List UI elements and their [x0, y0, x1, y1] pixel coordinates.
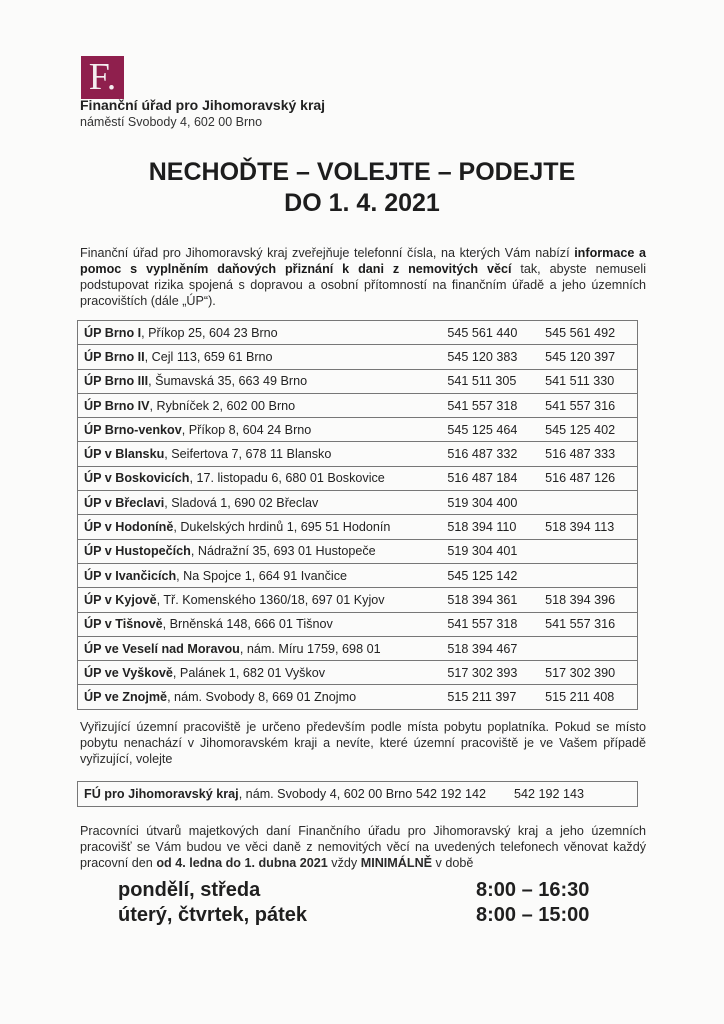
office-address-cell	[78, 491, 448, 515]
offices-table	[77, 320, 638, 710]
office-address-cell	[78, 636, 448, 660]
table-row	[78, 636, 638, 660]
office-name: ÚP Brno-venkov	[84, 422, 182, 437]
phone-1: 518 394 467	[447, 636, 545, 660]
office-address-cell	[78, 661, 448, 685]
phone-2: 545 561 492	[545, 321, 637, 345]
office-name: ÚP v Hustopečích	[84, 544, 191, 559]
table-row	[78, 612, 638, 636]
table-row	[78, 588, 638, 612]
office-name: ÚP Brno III	[84, 374, 149, 389]
office-name: ÚP v Kyjově	[84, 592, 157, 607]
office-address: , Příkop 8, 604 24 Brno	[181, 422, 312, 437]
office-address: , Dukelských hrdinů 1, 695 51 Hodonín	[173, 520, 391, 535]
note2-text-1: Pracovníci útvarů majetkových daní Finančního úřadu pro Jihomoravský kraj a jeho územních pracovišť se Vám budou ve věci daně z nemovitých věcí na uvedených telefonech věnovat každý pracovní den	[80, 824, 646, 870]
table-row	[78, 393, 638, 417]
table-row	[78, 563, 638, 587]
office-address: , Sladová 1, 690 02 Břeclav	[164, 495, 319, 510]
phone-1: 516 487 184	[447, 466, 545, 490]
phone-1: 519 304 401	[447, 539, 545, 563]
phone-1: 542 192 142	[416, 782, 514, 807]
office-name: ÚP v Boskovicích	[84, 471, 190, 486]
office-name: ÚP v Blansku	[84, 447, 165, 462]
office-name: ÚP ve Veselí nad Moravou	[84, 641, 240, 656]
phone-2	[545, 636, 637, 660]
phone-2: 545 120 397	[545, 345, 637, 369]
office-hours	[118, 878, 618, 928]
phone-2: 516 487 126	[545, 466, 637, 490]
org-address: náměstí Svobody 4, 602 00 Brno	[80, 115, 263, 129]
intro-text-1: Finanční úřad pro Jihomoravský kraj zveřejňuje telefonní čísla, na kterých Vám nabízí	[80, 246, 575, 260]
phone-1: 545 125 464	[447, 418, 545, 442]
phone-1: 545 120 383	[447, 345, 545, 369]
office-name: ÚP Brno IV	[84, 398, 150, 413]
office-address-cell	[78, 515, 448, 539]
office-address-cell	[78, 612, 448, 636]
office-address: , Rybníček 2, 602 00 Brno	[149, 398, 296, 413]
phone-1: 541 557 318	[447, 612, 545, 636]
phone-2: 541 511 330	[545, 369, 637, 393]
phone-2: 541 557 316	[545, 393, 637, 417]
phone-2: 541 557 316	[545, 612, 637, 636]
office-address: , Palánek 1, 682 01 Vyškov	[172, 665, 326, 680]
table-row	[78, 345, 638, 369]
office-name: ÚP Brno I	[84, 325, 142, 340]
office-address: , nám. Míru 1759, 698 01	[239, 641, 381, 656]
title-line-1: NECHOĎTE – VOLEJTE – PODEJTE	[148, 158, 576, 186]
office-address: , nám. Svobody 4, 602 00 Brno	[238, 787, 413, 801]
table-row	[78, 442, 638, 466]
hours-row	[118, 903, 618, 928]
hours-days: úterý, čtvrtek, pátek	[118, 904, 307, 926]
office-address-cell	[78, 685, 448, 709]
phone-1: 518 394 361	[447, 588, 545, 612]
office-address-cell	[78, 782, 417, 807]
table-row	[78, 418, 638, 442]
office-name: ÚP v Tišnově	[84, 617, 163, 632]
note2-bold-dates: od 4. ledna do 1. dubna 2021	[156, 856, 328, 870]
note-paragraph: Vyřizující územní pracoviště je určeno především podle místa pobytu poplatníka. Pokud se místo pobytu nenachází v Jihomoravském kraji a nevíte, které územní pracoviště je ve Vašem případě vyřizující, volejte	[80, 720, 646, 766]
office-name: ÚP Brno II	[84, 349, 145, 364]
office-address: , Šumavská 35, 663 49 Brno	[148, 374, 308, 389]
office-address: , Tř. Komenského 1360/18, 697 01 Kyjov	[156, 592, 385, 607]
phone-1: 518 394 110	[447, 515, 545, 539]
note2-text-2: vždy	[327, 856, 361, 870]
hours-note-paragraph	[80, 823, 646, 871]
phone-1: 515 211 397	[447, 685, 545, 709]
table-row	[78, 321, 638, 345]
office-address-cell	[78, 539, 448, 563]
phone-1: 516 487 332	[447, 442, 545, 466]
intro-paragraph	[80, 245, 646, 309]
phone-2	[545, 491, 637, 515]
office-address: , Příkop 25, 604 23 Brno	[141, 325, 278, 340]
office-address-cell	[78, 345, 448, 369]
phone-2: 542 192 143	[514, 782, 638, 807]
office-address-cell	[78, 563, 448, 587]
office-address-cell	[78, 393, 448, 417]
phone-1: 541 511 305	[447, 369, 545, 393]
office-name: ÚP ve Vyškově	[84, 665, 173, 680]
phone-2: 518 394 113	[545, 515, 637, 539]
intro-bold: informace a pomoc s vyplněním daňových přiznání k dani z nemovitých věcí	[80, 246, 646, 276]
phone-2	[545, 539, 637, 563]
phone-1: 517 302 393	[447, 661, 545, 685]
office-address: , Brněnská 148, 666 01 Tišnov	[162, 617, 333, 632]
office-address-cell	[78, 369, 448, 393]
office-address: , nám. Svobody 8, 669 01 Znojmo	[167, 690, 357, 705]
hours-days: pondělí, středa	[118, 879, 261, 901]
office-logo: F.	[81, 56, 124, 99]
phone-2	[545, 563, 637, 587]
office-address-cell	[78, 442, 448, 466]
org-name: Finanční úřad pro Jihomoravský kraj	[80, 97, 326, 113]
hours-time: 8:00 – 15:00	[476, 904, 590, 926]
office-address-cell	[78, 466, 448, 490]
office-name: ÚP v Břeclavi	[84, 495, 165, 510]
office-address: , Nádražní 35, 693 01 Hustopeče	[190, 544, 376, 559]
phone-2: 545 125 402	[545, 418, 637, 442]
office-address-cell	[78, 588, 448, 612]
title-line-2: DO 1. 4. 2021	[284, 189, 440, 217]
phone-2: 517 302 390	[545, 661, 637, 685]
hours-row	[118, 878, 618, 903]
phone-2: 516 487 333	[545, 442, 637, 466]
phone-1: 545 561 440	[447, 321, 545, 345]
page-title	[0, 157, 724, 219]
table-row	[78, 782, 638, 807]
phone-2: 515 211 408	[545, 685, 637, 709]
table-row	[78, 539, 638, 563]
office-name: FÚ pro Jihomoravský kraj	[84, 787, 239, 801]
office-name: ÚP ve Znojmě	[84, 690, 168, 705]
office-address-cell	[78, 418, 448, 442]
phone-1: 545 125 142	[447, 563, 545, 587]
phone-2: 518 394 396	[545, 588, 637, 612]
office-address: , Na Spojce 1, 664 91 Ivančice	[176, 568, 347, 583]
note2-text-3: v době	[432, 856, 474, 870]
hours-time: 8:00 – 16:30	[476, 879, 590, 901]
office-address: , 17. listopadu 6, 680 01 Boskovice	[189, 471, 385, 486]
office-name: ÚP v Ivančicích	[84, 568, 177, 583]
table-row	[78, 466, 638, 490]
phone-1: 541 557 318	[447, 393, 545, 417]
table-row	[78, 515, 638, 539]
phone-1: 519 304 400	[447, 491, 545, 515]
office-name: ÚP v Hodoníně	[84, 520, 174, 535]
office-address: , Seifertova 7, 678 11 Blansko	[164, 447, 332, 462]
table-row	[78, 685, 638, 709]
table-row	[78, 661, 638, 685]
office-address: , Cejl 113, 659 61 Brno	[144, 349, 273, 364]
note2-bold-minimum: MINIMÁLNĚ	[360, 856, 433, 870]
table-row	[78, 491, 638, 515]
office-address-cell	[78, 321, 448, 345]
main-office-table	[77, 781, 638, 807]
table-row	[78, 369, 638, 393]
intro-text-2: tak, abyste nemuseli podstupovat rizika spojená s dopravou a osobní přítomností na finančním úřadě a jeho územních pracovištích (dále „ÚP“).	[80, 262, 646, 308]
